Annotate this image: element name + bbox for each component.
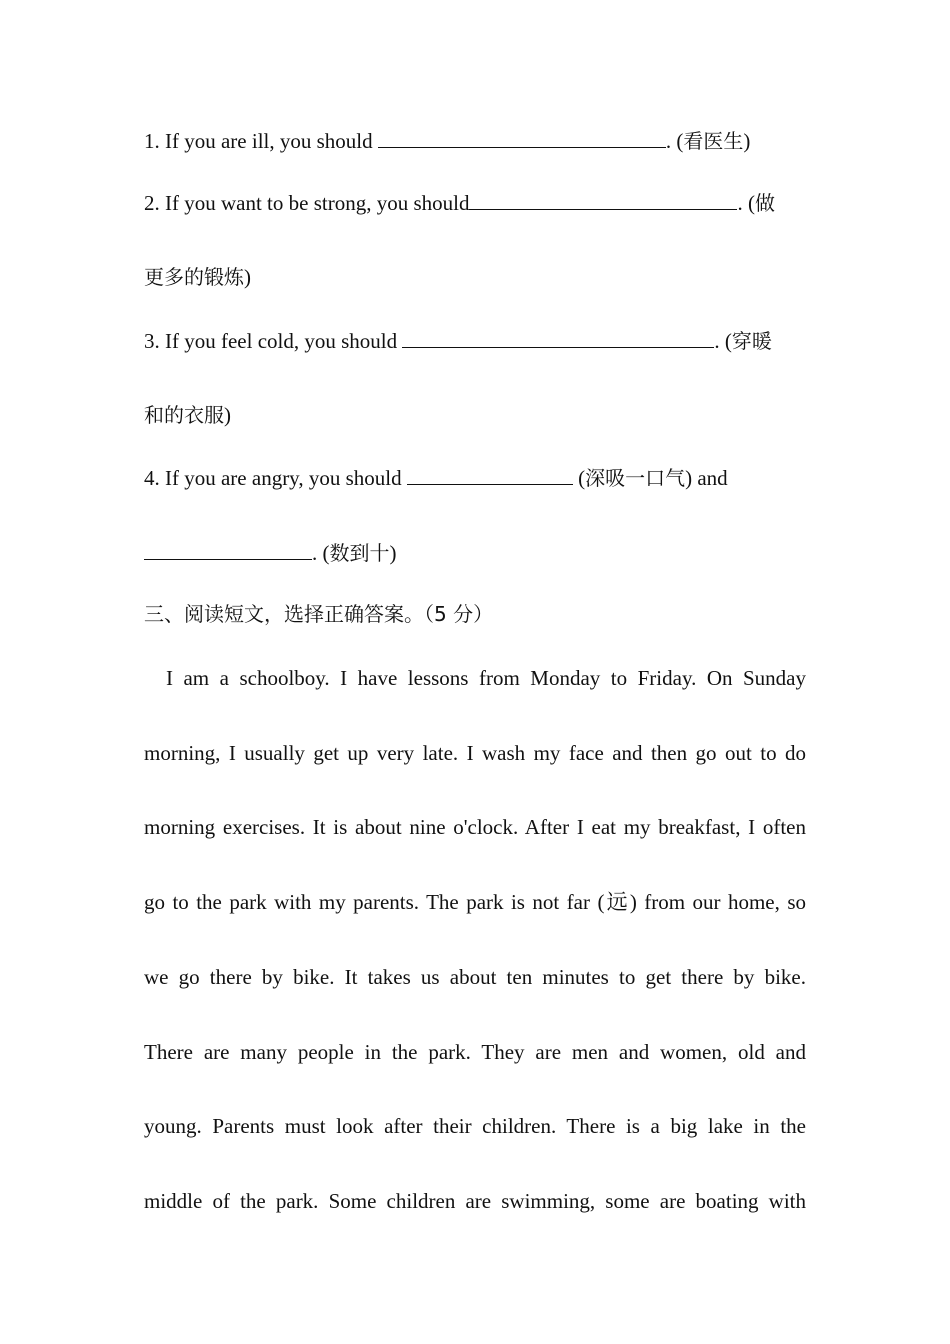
- section-three-heading: 三、阅读短文，选择正确答案。（5 分）: [144, 602, 494, 626]
- question-4-continuation: . (数到十): [144, 538, 806, 568]
- question-2-hint-start: 做: [754, 191, 775, 215]
- passage-line-8: middle of the park. Some children are swimming, some are boating with: [144, 1189, 806, 1213]
- question-3-hint-start: 穿暖: [731, 329, 772, 353]
- question-2-hint-end: 更多的锻炼: [144, 265, 244, 289]
- question-4-answer-blank-2[interactable]: [144, 539, 312, 560]
- passage-line-5: we go there by bike. It takes us about ten minutes to get there by bike.: [144, 965, 806, 989]
- question-1-hint: 看医生: [683, 129, 744, 153]
- question-4: 4. If you are angry, you should (深吸一口气) and: [144, 466, 728, 490]
- question-4-hint-2: 数到十: [329, 541, 390, 565]
- passage-line-7: young. Parents must look after their children. There is a big lake in the: [144, 1114, 806, 1138]
- passage-line-3: morning exercises. It is about nine o'clock. After I eat my breakfast, I often: [144, 815, 806, 839]
- question-2-continuation: 更多的锻炼): [144, 265, 251, 289]
- question-4-conjunction: and: [697, 466, 728, 490]
- question-4-hint-1: 深吸一口气: [585, 466, 686, 490]
- question-1-number: 1.: [144, 129, 160, 153]
- passage-line-2: morning, I usually get up very late. I wash my face and then go out to do: [144, 741, 806, 765]
- question-2-answer-blank[interactable]: [469, 189, 737, 210]
- question-2-number: 2.: [144, 191, 160, 215]
- question-1: 1. If you are ill, you should . (看医生): [144, 129, 751, 153]
- question-4-answer-blank-1[interactable]: [407, 464, 573, 485]
- passage-line-4: go to the park with my parents. The park is not far (远) from our home, so: [144, 890, 806, 914]
- question-4-text: If you are angry, you should: [165, 466, 402, 490]
- question-1-answer-blank[interactable]: [378, 127, 666, 148]
- passage-line-1: I am a schoolboy. I have lessons from Monday to Friday. On Sunday: [166, 666, 806, 690]
- question-3-number: 3.: [144, 329, 160, 353]
- question-2: 2. If you want to be strong, you should . (做: [144, 191, 775, 215]
- question-2-text: If you want to be strong, you should: [165, 191, 470, 215]
- question-3-hint-end: 和的衣服: [144, 403, 224, 427]
- passage-line-6: There are many people in the park. They are men and women, old and: [144, 1040, 806, 1064]
- question-3: 3. If you feel cold, you should . (穿暖: [144, 329, 772, 353]
- question-4-number: 4.: [144, 466, 160, 490]
- question-3-continuation: 和的衣服): [144, 403, 231, 427]
- question-3-text: If you feel cold, you should: [165, 329, 398, 353]
- question-1-text: If you are ill, you should: [165, 129, 373, 153]
- question-3-answer-blank[interactable]: [402, 327, 714, 348]
